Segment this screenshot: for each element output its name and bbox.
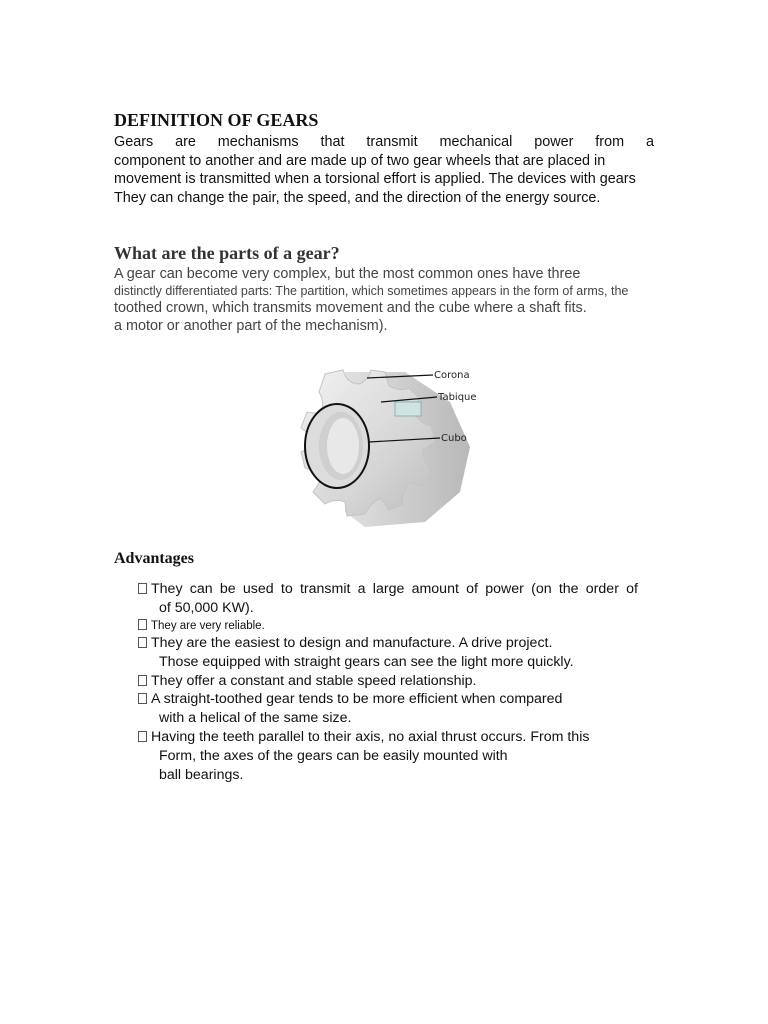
bullet-box-icon [138,619,147,630]
list-item [138,728,638,784]
list-item-text: ball bearings. [159,766,244,783]
bullet-box-icon [138,583,147,594]
advantages-list [138,580,638,784]
list-item-text: Those equipped with straight gears can see the light more quickly. [159,653,574,670]
list-item-text: They are very reliable. [151,619,265,632]
parts-paragraph [114,265,674,335]
section-title-definition: DEFINITION OF GEARS [114,110,319,130]
definition-paragraph [114,133,654,207]
paragraph-line: toothed crown, which transmits movement and the cube where a shaft fits. [114,300,587,316]
list-item-text: of 50,000 KW). [159,599,254,616]
paragraph-line: distinctly differentiated parts: The partition, which sometimes appears in the form of arms, the [114,284,629,298]
paragraph-line: A gear can become very complex, but the most common ones have three [114,266,581,282]
list-item-text: with a helical of the same size. [159,710,352,727]
list-item-text: Form, the axes of the gears can be easily mounted with [159,747,508,764]
paragraph-line: a motor or another part of the mechanism). [114,318,388,334]
bullet-box-icon [138,731,147,742]
gear-diagram [285,362,485,532]
list-item-text: Having the teeth parallel to their axis, no axial thrust occurs. From this [151,729,590,746]
paragraph-line: movement is transmitted when a torsional effort is applied. The devices with gears [114,171,636,187]
list-item [138,634,638,672]
paragraph-line: Gears are mechanisms that transmit mechanical power from a [114,134,654,150]
list-item-text: They can be used to transmit a large amount of power (on the order of [151,581,638,597]
bullet-box-icon [138,675,147,686]
paragraph-line: component to another and are made up of two gear wheels that are placed in [114,152,606,169]
list-item-text: They are the easiest to design and manufacture. A drive project. [151,635,553,652]
section-title-parts: What are the parts of a gear? [114,243,340,263]
list-item [138,618,638,635]
bullet-box-icon [138,637,147,648]
list-item-text: They offer a constant and stable speed relationship. [151,672,477,689]
list-item [138,690,638,728]
list-item [138,672,638,691]
gear-hub [305,404,369,488]
partition-badge [395,402,421,416]
list-item-text: A straight-toothed gear tends to be more efficient when compared [151,691,563,708]
label-cubo: Cubo [441,433,467,444]
list-item [138,580,638,618]
section-title-advantages: Advantages [114,550,195,567]
bullet-box-icon [138,693,147,704]
label-tabique: Tabique [438,392,477,403]
label-corona: Corona [434,370,470,381]
gear-illustration [285,362,485,532]
paragraph-line: They can change the pair, the speed, and the direction of the energy source. [114,189,601,206]
